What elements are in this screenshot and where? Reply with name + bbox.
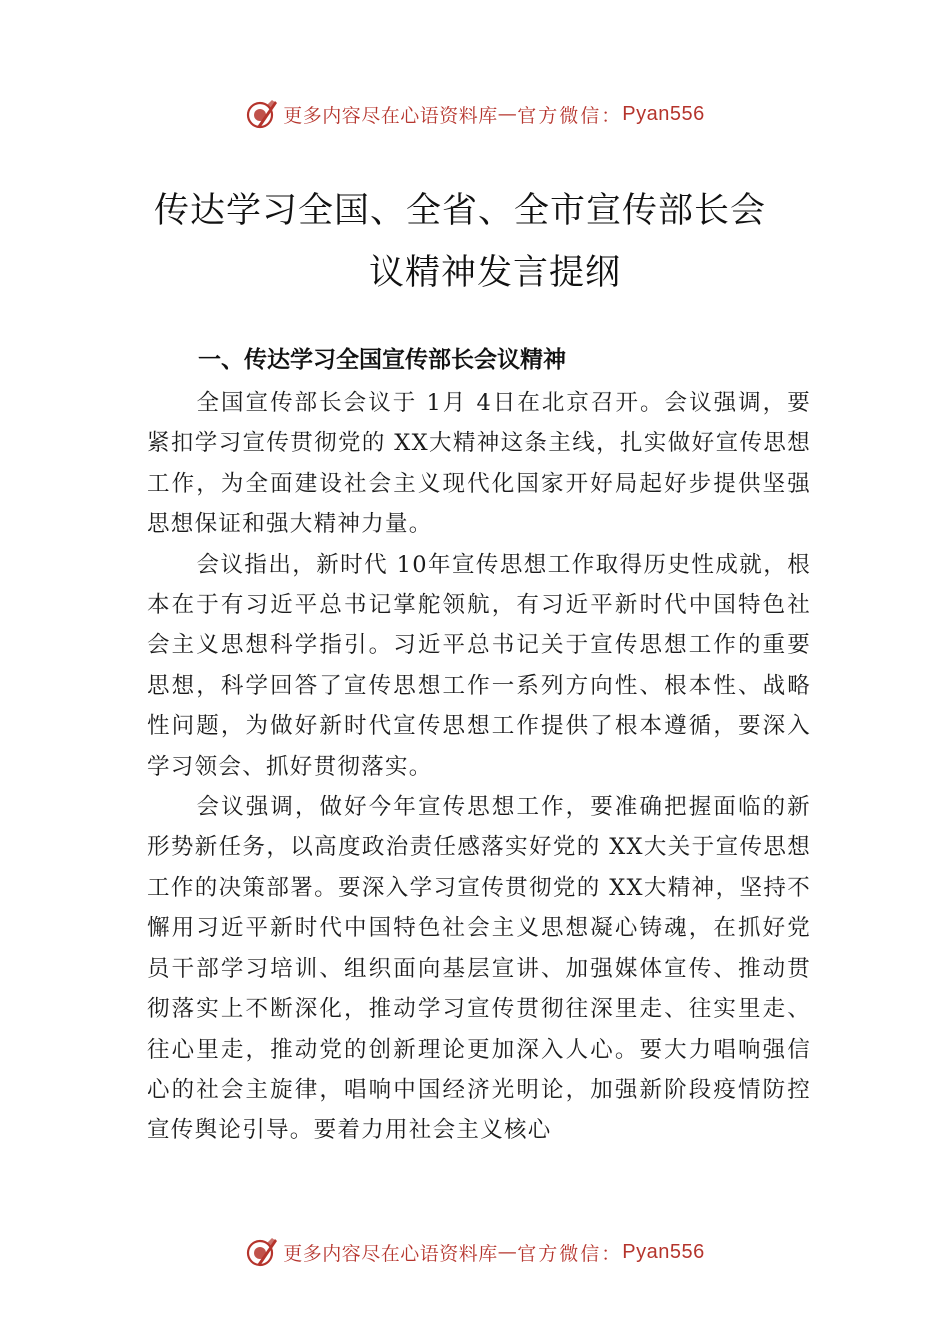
banner-wechat-id: Pyan556	[622, 102, 705, 125]
title-line-2: 议精神发言提纲	[368, 253, 621, 293]
document-body	[147, 383, 811, 1151]
document-title	[0, 180, 950, 304]
paragraph: 会议强调，做好今年宣传思想工作，要准确把握面临的新形势新任务，以高度政治责任感落实好党的 XX大关于宣传思想工作的决策部署。要深入学习宣传贯彻党的 XX大精神，坚持不懈用习近平新时代中国特色社会主义思想凝心铸魂，在抓好党员干部学习培训、组织面向基层宣讲、加强媒体宣传、推动贯彻落实上不断深化，推动学习宣传贯彻往深里走、往实里走、往心里走，推动党的创新理论更加深入人心。要大力唱响强信心的社会主旋律，唱响中国经济光明论，加强新阶段疫情防控宣传舆论引导。要着力用社会主义核心	[147, 794, 811, 1144]
banner-wechat-id: Pyan556	[622, 1240, 705, 1263]
paragraph: 全国宣传部长会议于 1月 4日在北京召开。会议强调，要紧扣学习宣传贯彻党的 XX大精神这条主线，扎实做好宣传思想工作，为全面建设社会主义现代化国家开好局起好步提供坚强思想保证和强大精神力量。	[147, 390, 811, 538]
quill-seal-icon	[245, 1235, 279, 1269]
quill-seal-icon	[245, 97, 279, 131]
header-watermark-banner	[0, 94, 950, 134]
banner-text: 更多内容尽在心语资料库	[283, 104, 498, 127]
paragraph: 会议指出，新时代 10年宣传思想工作取得历史性成就，根本在于有习近平总书记掌舵领航，有习近平新时代中国特色社会主义思想科学指引。习近平总书记关于宣传思想工作的重要思想，科学回答了宣传思想工作一系列方向性、根本性、战略性问题，为做好新时代宣传思想工作提供了根本遵循，要深入学习领会、抓好贯彻落实。	[147, 551, 811, 780]
banner-separator: —	[497, 103, 518, 125]
title-line-1: 传达学习全国、全省、全市宣传部长会	[153, 191, 766, 231]
banner-separator: —	[497, 1241, 518, 1263]
banner-wechat-label: 官方微信：	[517, 104, 623, 127]
banner-text: 更多内容尽在心语资料库	[283, 1242, 498, 1265]
banner-wechat-label: 官方微信：	[517, 1242, 623, 1265]
section-heading: 一、传达学习全国宣传部长会议精神	[198, 347, 566, 373]
footer-watermark-banner	[0, 1232, 950, 1272]
